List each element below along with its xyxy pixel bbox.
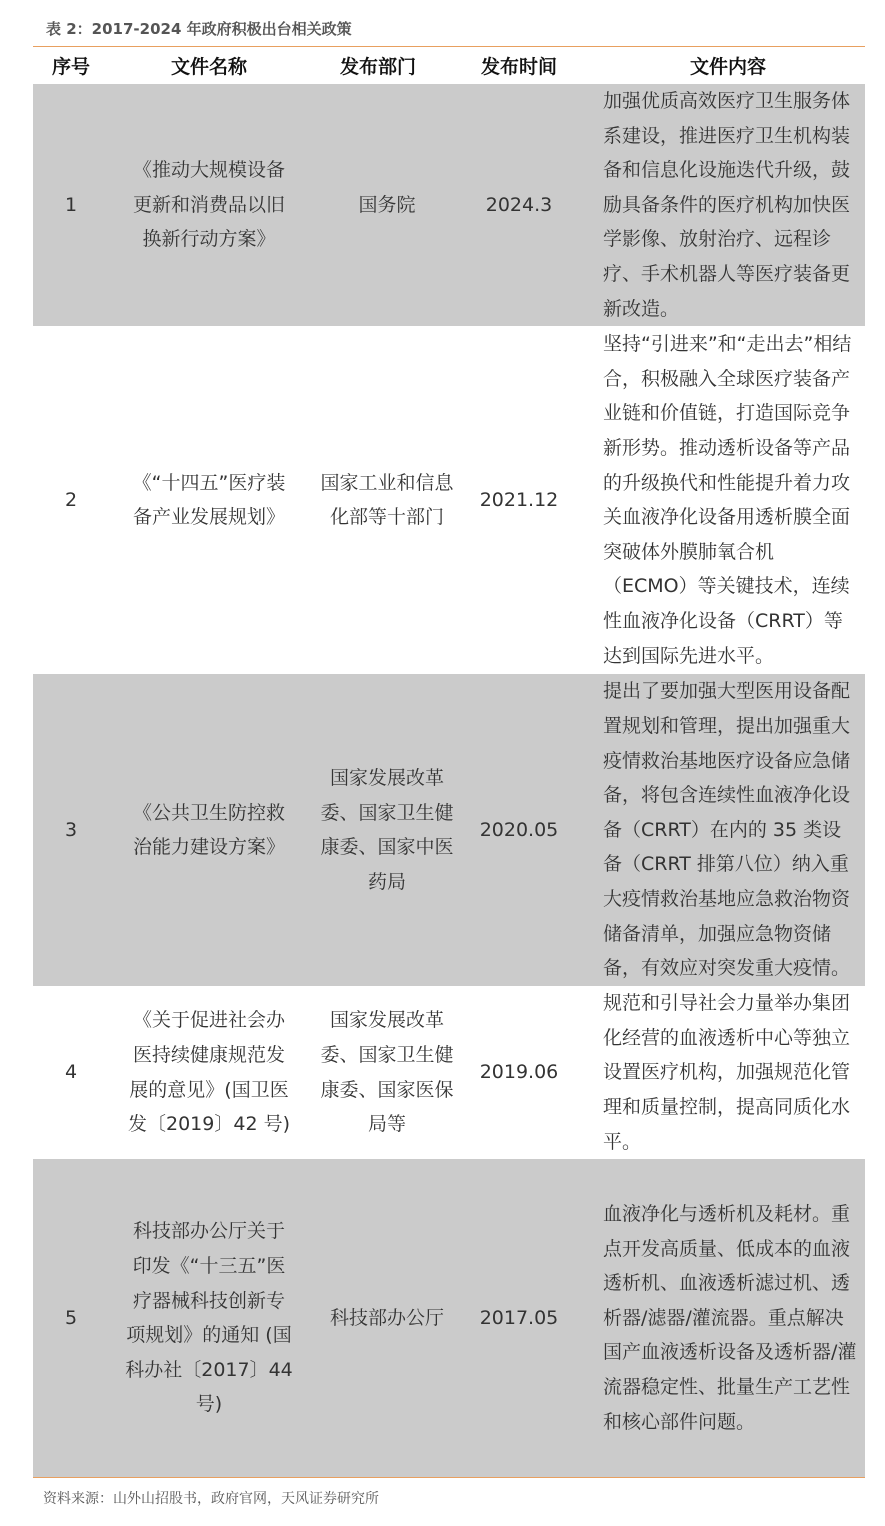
- header-name: 文件名称: [170, 56, 247, 78]
- row-no: 5: [33, 1159, 109, 1477]
- table-caption: 表 2：2017-2024 年政府积极出台相关政策: [46, 20, 352, 38]
- row-date: 2019.06: [479, 1061, 559, 1084]
- table-row: [33, 1159, 865, 1477]
- row-content: 坚持“引进来”和“走出去”相结合，积极融入全球医疗装备产业链和价值链，打造国际竞争新形势。推动透析设备等产品的升级换代和性能提升着力攻关血液净化设备用透析膜全面突破体外膜肺氧合机（ECMO）等关键技术，连续性血液净化设备（CRRT）等达到国际先进水平。: [603, 333, 852, 667]
- table-row: [33, 674, 865, 986]
- header-date: 发布时间: [480, 56, 557, 78]
- row-dept-text: 国家发展改革委、国家卫生健康委、国家中医药局: [320, 766, 454, 893]
- row-name: [109, 84, 309, 326]
- row-name: [109, 674, 309, 986]
- row-name-text: 《关于促进社会办医持续健康规范发展的意见》(国卫医发〔2019〕42 号): [128, 1009, 290, 1136]
- row-date: 2020.05: [447, 674, 591, 986]
- header-row: [33, 47, 865, 84]
- row-dept: [309, 674, 454, 986]
- row-content: 提出了要加强大型医用设备配置规划和管理，提出加强重大疫情救治基地医疗设备应急储备，将包含连续性血液净化设备（CRRT）在内的 35 类设备（CRRT 排第八位）纳入重大疫情救治基地应急救治物资储备清单，加强应急物资储备，有效应对突发重大疫情。: [591, 674, 865, 986]
- row-name: [109, 986, 309, 1159]
- row-dept-text: 科技部办公厅: [329, 1306, 444, 1329]
- source-note: 资料来源：山外山招股书，政府官网，天风证券研究所: [43, 1491, 379, 1507]
- row-content: 规范和引导社会力量举办集团化经营的血液透析中心等独立设置医疗机构，加强规范化管理和质量控制，提高同质化水平。: [603, 992, 851, 1153]
- row-content: 加强优质高效医疗卫生服务体系建设，推进医疗卫生机构装备和信息化设施迭代升级，鼓励具备条件的医疗机构加快医学影像、放射治疗、远程诊疗、手术机器人等医疗装备更新改造。: [591, 84, 865, 326]
- row-name-text: 《“十四五”医疗装备产业发展规划》: [132, 471, 286, 529]
- row-date: 2017.05: [447, 1159, 591, 1477]
- header-dept: 发布部门: [339, 56, 416, 78]
- row-name: [109, 326, 309, 674]
- row-name-text: 《公共卫生防控救治能力建设方案》: [132, 801, 285, 859]
- table-row: [33, 84, 865, 326]
- row-dept-text: 国家工业和信息化部等十部门: [320, 471, 454, 529]
- row-dept: [309, 326, 454, 674]
- table-row: [33, 326, 865, 674]
- bottom-rule: [33, 1477, 865, 1478]
- policy-table: [33, 47, 865, 1477]
- header-content: 文件内容: [689, 56, 766, 78]
- row-dept: [309, 986, 454, 1159]
- row-dept-text: 国家发展改革委、国家卫生健康委、国家医保局等: [320, 1009, 454, 1136]
- row-date: 2021.12: [479, 488, 559, 511]
- row-dept: [309, 84, 447, 326]
- header-no: 序号: [51, 56, 90, 78]
- row-date: 2024.3: [447, 84, 591, 326]
- row-name-text: 《推动大规模设备更新和消费品以旧换新行动方案》: [132, 159, 285, 251]
- row-no: 4: [64, 1061, 78, 1084]
- row-name-text: 科技部办公厅关于印发《“十三五”医疗器械科技创新专项规划》的通知 (国科办社〔2017〕44 号): [125, 1220, 293, 1416]
- row-dept-text: 国务院: [358, 193, 416, 216]
- row-no: 1: [33, 84, 109, 326]
- row-content: 血液净化与透析机及耗材。重点开发高质量、低成本的血液透析机、血液透析滤过机、透析器/滤器/灌流器。重点解决国产血液透析设备及透析器/灌流器稳定性、批量生产工艺性和核心部件问题。: [591, 1159, 865, 1477]
- row-name: [109, 1159, 309, 1477]
- row-no: 2: [64, 488, 78, 511]
- row-dept: [309, 1159, 447, 1477]
- table-row: [33, 986, 865, 1159]
- row-no: 3: [33, 674, 109, 986]
